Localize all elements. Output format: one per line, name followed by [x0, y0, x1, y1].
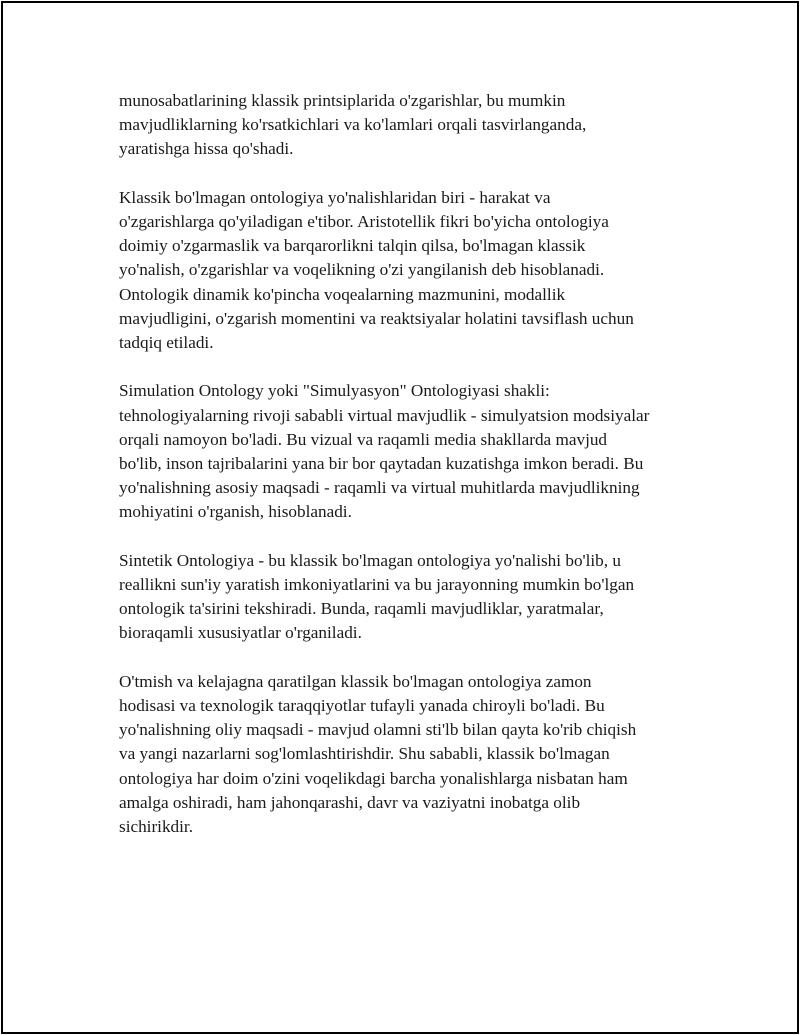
paragraph-2	[119, 186, 699, 355]
text-line: mavjudliklarning ko'rsatkichlari va ko'lamlari orqali tasvirlanganda,	[119, 115, 587, 135]
paragraph-5	[119, 670, 699, 839]
page-frame	[1, 1, 799, 1034]
text-line: sichirikdir.	[119, 817, 193, 837]
text-line: ontologiya har doim o'zini voqelikdagi barcha yonalishlarga nisbatan ham	[119, 768, 628, 788]
paragraph-3	[119, 379, 699, 524]
document-body	[119, 89, 699, 863]
text-line: yo'nalish, o'zgarishlar va voqelikning o'zi yangilanish deb hisoblanadi.	[119, 260, 605, 280]
text-line: amalga oshiradi, ham jahonqarashi, davr va vaziyatni inobatga olib	[119, 792, 581, 812]
text-line: mohiyatini o'rganish, hisoblanadi.	[119, 502, 352, 522]
text-line: yaratishga hissa qo'shadi.	[119, 139, 294, 159]
text-line: o'zgarishlarga qo'yiladigan e'tibor. Aristotellik fikri bo'yicha ontologiya	[119, 212, 609, 231]
text-line: bo'lib, inson tajribalarini yana bir bor qaytadan kuzatishga imkon beradi. Bu	[119, 454, 644, 474]
text-line: mavjudligini, o'zgarish momentini va reaktsiyalar holatini tavsiflash uchun	[119, 308, 634, 328]
text-line: ontologik ta'sirini tekshiradi. Bunda, raqamli mavjudliklar, yaratmalar,	[119, 599, 604, 619]
text-line: va yangi nazarlarni sog'lomlashtirishdir. Shu sababli, klassik bo'lmagan	[119, 744, 610, 764]
text-line: tehnologiyalarning rivoji sababli virtual mavjudlik - simulyatsion modsiyalar	[119, 405, 650, 425]
text-line: yo'nalishning asosiy maqsadi - raqamli va virtual muhitlarda mavjudlikning	[119, 478, 640, 498]
paragraph-4	[119, 549, 699, 646]
text-line: Ontologik dinamik ko'pincha voqealarning mazmunini, modallik	[119, 284, 566, 304]
text-line: orqali namoyon bo'ladi. Bu vizual va raqamli media shakllarda mavjud	[119, 429, 608, 449]
text-line: munosabatlarining klassik printsiplarida o'zgarishlar, bu mumkin	[119, 91, 566, 110]
text-line: doimiy o'zgarmaslik va barqarorlikni talqin qilsa, bo'lmagan klassik	[119, 236, 586, 256]
text-line: hodisasi va texnologik taraqqiyotlar tufayli yanada chiroyli bo'ladi. Bu	[119, 696, 605, 716]
text-line: yo'nalishning oliy maqsadi - mavjud olamni sti'lb bilan qayta ko'rib chiqish	[119, 720, 637, 740]
paragraph-1	[119, 89, 699, 162]
text-line: Sintetik Ontologiya - bu klassik bo'lmagan ontologiya yo'nalishi bo'lib, u	[119, 550, 621, 570]
text-line: reallikni sun'iy yaratish imkoniyatlarini va bu jarayonning mumkin bo'lgan	[119, 575, 635, 595]
text-line: tadqiq etiladi.	[119, 333, 214, 353]
text-line: Klassik bo'lmagan ontologiya yo'nalishlaridan biri - harakat va	[119, 187, 551, 207]
text-line: O'tmish va kelajagna qaratilgan klassik bo'lmagan ontologiya zamon	[119, 671, 592, 691]
text-line: bioraqamli xususiyatlar o'rganiladi.	[119, 623, 362, 643]
text-line: Simulation Ontology yoki "Simulyasyon" Ontologiyasi shakli:	[119, 381, 550, 401]
